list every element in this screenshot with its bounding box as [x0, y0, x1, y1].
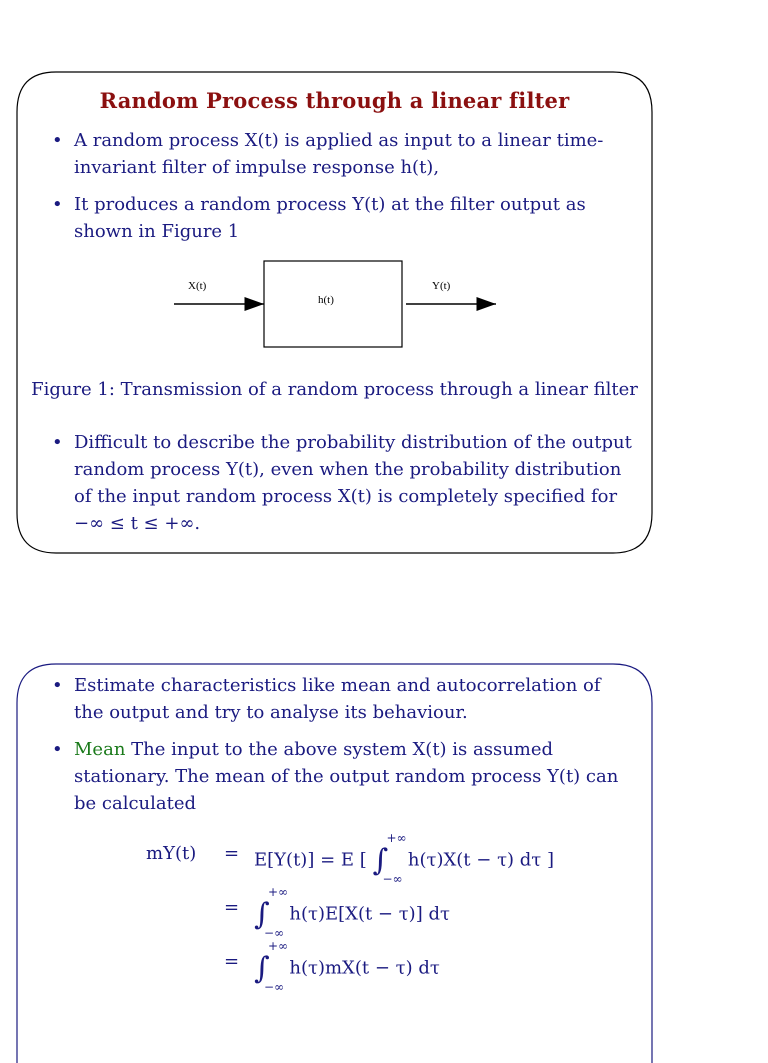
bullet-list-bottom: [52, 429, 635, 537]
mean-equations: [136, 831, 596, 1005]
block-label: h(t): [318, 294, 334, 306]
bullet-item-output: • It produces a random process Y(t) at the filter output as shown in Figure 1: [52, 191, 635, 245]
bullet-list-top: [52, 127, 635, 245]
equation-rhs-1: E[Y(t)] = E [ ∫ +∞ −∞ h(τ)X(t − τ) dτ ]: [254, 831, 554, 886]
bullet-item-input: • A random process X(t) is applied as input to a linear time-invariant filter of impulse response h(t),: [52, 127, 635, 181]
input-label: X(t): [188, 280, 207, 292]
equation-rhs-2: ∫ +∞ −∞ h(τ)E[X(t − τ)] dτ: [254, 885, 450, 940]
integral-sign-3: ∫ +∞ −∞: [254, 939, 289, 994]
equation-rhs-3: ∫ +∞ −∞ h(τ)mX(t − τ) dτ: [254, 939, 440, 994]
output-label: Y(t): [432, 280, 451, 292]
bullet-list-slide-2: [52, 672, 635, 817]
mean-keyword: Mean: [74, 739, 126, 760]
equation-row-2: [136, 885, 596, 951]
bullet-item-estimate: • Estimate characteristics like mean and autocorrelation of the output and try to analyse its behaviour.: [52, 672, 635, 726]
equals-sign-2: =: [224, 897, 240, 918]
slide-1: [16, 71, 653, 554]
integral-sign-1: ∫ +∞ −∞: [372, 831, 407, 886]
equation-lhs: mY(t): [146, 843, 197, 864]
filter-block-diagram: [166, 251, 526, 351]
bullet-item-mean: [52, 736, 635, 817]
figure-caption: Figure 1: Transmission of a random process through a linear filter: [31, 379, 638, 400]
equation-row-3: [136, 939, 596, 1005]
equals-sign-1: =: [224, 843, 240, 864]
mean-text: The input to the above system X(t) is assumed stationary. The mean of the output random process Y(t) can be calculated: [74, 739, 619, 814]
slide-2: [16, 663, 653, 1063]
slide-title: Random Process through a linear filter: [99, 88, 570, 113]
equals-sign-3: =: [224, 951, 240, 972]
equation-row-1: [136, 831, 596, 897]
bullet-item-difficult: • Difficult to describe the probability distribution of the output random process Y(t), even when the probability distribution of the input random process X(t) is completely specified for −∞ ≤ t ≤ +∞.: [52, 429, 635, 537]
integral-sign-2: ∫ +∞ −∞: [254, 885, 289, 940]
